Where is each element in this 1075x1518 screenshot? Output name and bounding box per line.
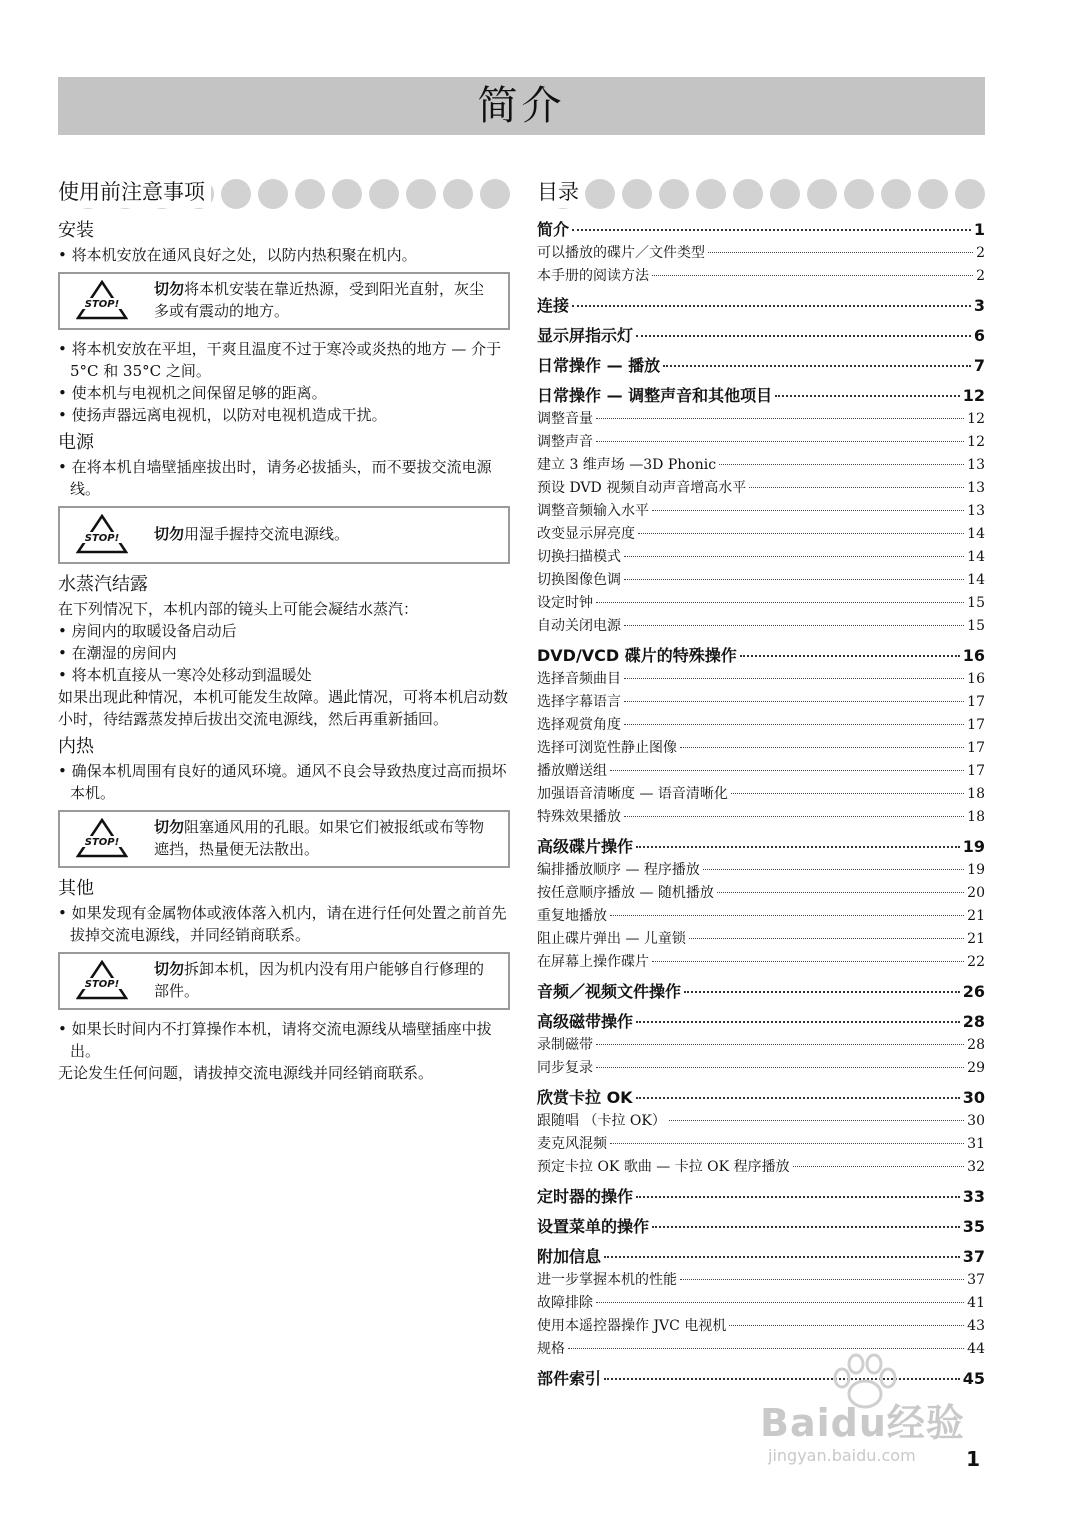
toc-section-entry — [537, 980, 985, 1004]
watermark-url: jingyan.baidu.com — [768, 1446, 916, 1465]
toc-entry-page: 37 — [967, 1272, 985, 1288]
toc-entry-page: 3 — [973, 296, 985, 315]
condensation-title: 水蒸汽结露 — [58, 574, 148, 595]
toc-entry-page: 16 — [967, 671, 985, 687]
warning-box-other — [58, 952, 510, 1010]
toc-entry-page: 14 — [967, 549, 985, 565]
toc-entry — [537, 569, 985, 592]
toc-entry-page: 13 — [967, 503, 985, 519]
toc-entry — [537, 859, 985, 882]
toc-entry-label: 选择字幕语言 — [537, 694, 621, 710]
toc-leader-dots — [652, 510, 964, 511]
heat-title: 内热 — [58, 736, 94, 757]
toc-entry — [537, 1133, 985, 1156]
toc-section-entry — [537, 835, 985, 859]
toc-section-entry — [537, 1010, 985, 1034]
toc-entry-page: 17 — [967, 694, 985, 710]
toc-entry-page: 15 — [967, 595, 985, 611]
toc-leader-dots — [624, 556, 964, 557]
toc-leader-dots — [749, 487, 964, 488]
toc-entry-page: 30 — [962, 1088, 985, 1107]
toc-leader-dots — [652, 961, 964, 962]
toc-entry-label: 播放赠送组 — [537, 763, 607, 779]
toc-entry-page: 17 — [967, 763, 985, 779]
toc-entry-label: 规格 — [537, 1341, 565, 1357]
svg-text:STOP!: STOP! — [84, 299, 120, 310]
toc-entry-page: 13 — [967, 480, 985, 496]
toc-leader-dots — [568, 1348, 964, 1349]
toc-entry-label: 在屏幕上操作碟片 — [537, 954, 649, 970]
toc-entry-label: 自动关闭电源 — [537, 618, 621, 634]
toc-leader-dots — [572, 305, 971, 307]
toc-entry-page: 19 — [967, 862, 985, 878]
precautions-column — [58, 176, 510, 1084]
other-outro: 无论发生任何问题，请拔掉交流电源线并同经销商联系。 — [58, 1064, 434, 1082]
warning-text-install: 切勿将本机安装在靠近热源，受到阳光直射，灰尘多或有震动的地方。 — [154, 280, 485, 320]
toc-entry — [537, 1269, 985, 1292]
toc-entry-page: 26 — [962, 982, 985, 1001]
toc-entry — [537, 431, 985, 454]
toc-entry-label: 音频／视频文件操作 — [537, 982, 682, 1001]
toc-entry-page: 45 — [962, 1369, 985, 1388]
toc-entry-label: 选择音频曲目 — [537, 671, 621, 687]
toc-entry — [537, 1110, 985, 1133]
toc-entry — [537, 714, 985, 737]
toc-entry — [537, 737, 985, 760]
toc-entry-page: 19 — [962, 837, 985, 856]
toc-entry-page: 28 — [962, 1012, 985, 1031]
toc-entry — [537, 615, 985, 638]
toc-entry — [537, 265, 985, 288]
toc-entry-label: 调整音频输入水平 — [537, 503, 649, 519]
toc-leader-dots — [610, 1143, 964, 1144]
toc-leader-dots — [731, 793, 964, 794]
toc-leader-dots — [638, 533, 964, 534]
toc-entry-label: 特殊效果播放 — [537, 809, 621, 825]
precautions-heading: 使用前注意事项 — [58, 176, 211, 208]
toc-entry-page: 2 — [976, 245, 985, 261]
toc-entry-label: 高级碟片操作 — [537, 837, 634, 856]
toc-entry-page: 44 — [967, 1341, 985, 1357]
toc-entry-page: 12 — [962, 386, 985, 405]
toc-leader-dots — [652, 275, 973, 276]
toc-entry-label: DVD/VCD 碟片的特殊操作 — [537, 646, 737, 665]
toc-entry-label: 显示屏指示灯 — [537, 326, 634, 345]
toc-entry — [537, 1156, 985, 1179]
toc-entry — [537, 408, 985, 431]
toc-leader-dots — [708, 252, 973, 253]
toc-entry-label: 进一步掌握本机的性能 — [537, 1272, 677, 1288]
stop-warning-icon — [76, 960, 128, 1002]
toc-entry-label: 设定时钟 — [537, 595, 593, 611]
toc-section-entry — [537, 1367, 985, 1391]
toc-entry — [537, 951, 985, 974]
toc-entry-label: 选择观赏角度 — [537, 717, 621, 733]
toc-entry-page: 31 — [967, 1136, 985, 1152]
toc-entry-label: 预定卡拉 OK 歌曲 — 卡拉 OK 程序播放 — [537, 1159, 790, 1175]
toc-leader-dots — [624, 678, 964, 679]
toc-leader-dots — [740, 655, 960, 657]
toc-entry-page: 29 — [967, 1060, 985, 1076]
toc-leader-dots — [680, 1279, 964, 1280]
toc-leader-dots — [624, 724, 964, 725]
toc-leader-dots — [624, 579, 964, 580]
toc-entry-label: 高级磁带操作 — [537, 1012, 634, 1031]
condensation-bullet-2: • 在潮湿的房间内 — [58, 644, 177, 662]
toc-leader-dots — [624, 625, 964, 626]
toc-entry-page: 21 — [967, 908, 985, 924]
condensation-outro: 如果出现此种情况，本机可能发生故障。遇此情况，可将本机启动数小时，待结露蒸发掉后拔出交流电源线，然后再重新插回。 — [58, 688, 509, 728]
toc-section-entry — [537, 644, 985, 668]
toc-entry-label: 连接 — [537, 296, 570, 315]
toc-entry-page: 7 — [973, 356, 985, 375]
install-title: 安装 — [58, 220, 94, 241]
toc-entry-label: 编排播放顺序 — 程序播放 — [537, 862, 700, 878]
condensation-intro: 在下列情况下，本机内部的镜头上可能会凝结水蒸汽： — [58, 600, 419, 618]
toc-leader-dots — [636, 1097, 960, 1099]
toc-entry — [537, 1315, 985, 1338]
toc-entry-page: 32 — [967, 1159, 985, 1175]
toc-entry-page: 35 — [962, 1217, 985, 1236]
toc-entry-label: 调整声音 — [537, 434, 593, 450]
power-title: 电源 — [58, 432, 94, 453]
toc-entry-page: 14 — [967, 526, 985, 542]
toc-entry — [537, 691, 985, 714]
toc-entry-label: 调整音量 — [537, 411, 593, 427]
toc-section-entry — [537, 324, 985, 348]
toc-heading-bar — [537, 176, 985, 212]
toc-leader-dots — [663, 365, 971, 367]
toc-entry — [537, 783, 985, 806]
toc-leader-dots — [596, 1044, 964, 1045]
toc-entry-page: 18 — [967, 786, 985, 802]
toc-leader-dots — [636, 1021, 960, 1023]
toc-entry — [537, 500, 985, 523]
toc-entry-label: 麦克风混频 — [537, 1136, 607, 1152]
warning-text-heat: 切勿阻塞通风用的孔眼。如果它们被报纸或布等物遮挡，热量便无法散出。 — [154, 818, 485, 858]
toc-entry-label: 部件索引 — [537, 1369, 602, 1388]
toc-entry-label: 本手册的阅读方法 — [537, 268, 649, 284]
toc-section-entry — [537, 218, 985, 242]
toc-entry-page: 18 — [967, 809, 985, 825]
toc-leader-dots — [624, 701, 964, 702]
toc-leader-dots — [717, 892, 964, 893]
toc-entry-page: 33 — [962, 1187, 985, 1206]
toc-section-entry — [537, 294, 985, 318]
precautions-heading-bar — [58, 176, 510, 212]
toc-entry-label: 切换图像色调 — [537, 572, 621, 588]
toc-entry-label: 重复地播放 — [537, 908, 607, 924]
toc-entry — [537, 905, 985, 928]
toc-leader-dots — [572, 229, 971, 231]
toc-leader-dots — [636, 846, 960, 848]
toc-entry-label: 定时器的操作 — [537, 1187, 634, 1206]
toc-entry-label: 可以播放的碟片／文件类型 — [537, 245, 705, 261]
toc-entry-page: 28 — [967, 1037, 985, 1053]
toc-entry-page: 16 — [962, 646, 985, 665]
toc-entry — [537, 1338, 985, 1361]
power-bullet-1: • 在将本机自墙壁插座拔出时，请务必拔插头，而不要拔交流电源线。 — [58, 458, 492, 498]
warning-box-install — [58, 272, 510, 330]
toc-entry-page: 13 — [967, 457, 985, 473]
toc-entry — [537, 882, 985, 905]
toc-entry — [537, 806, 985, 829]
toc-leader-dots — [680, 747, 964, 748]
toc-leader-dots — [652, 1226, 960, 1228]
toc-list — [537, 218, 985, 1391]
toc-entry-label: 改变显示屏亮度 — [537, 526, 635, 542]
toc-leader-dots — [729, 1325, 964, 1326]
toc-entry-label: 阻止碟片弹出 — 儿童锁 — [537, 931, 686, 947]
baidu-watermark — [760, 1392, 1010, 1482]
toc-entry-page: 12 — [967, 411, 985, 427]
toc-entry-label: 录制磁带 — [537, 1037, 593, 1053]
toc-section-entry — [537, 1215, 985, 1239]
toc-leader-dots — [596, 1302, 964, 1303]
toc-entry-label: 选择可浏览性静止图像 — [537, 740, 677, 756]
toc-entry — [537, 523, 985, 546]
other-title: 其他 — [58, 878, 94, 899]
toc-entry-label: 简介 — [537, 220, 570, 239]
warning-box-power — [58, 506, 510, 564]
toc-entry-page: 22 — [967, 954, 985, 970]
toc-entry-label: 欣赏卡拉 OK — [537, 1088, 633, 1107]
toc-leader-dots — [669, 1120, 964, 1121]
stop-warning-icon — [76, 818, 128, 860]
toc-entry — [537, 592, 985, 615]
toc-leader-dots — [596, 441, 964, 442]
install-bullet-2: • 将本机安放在平坦，干爽且温度不过于寒冷或炎热的地方 — 介于 5°C 和 35°C 之间。 — [58, 340, 502, 380]
toc-leader-dots — [719, 464, 964, 465]
toc-entry-label: 日常操作 — 调整声音和其他项目 — [537, 386, 773, 405]
toc-entry-label: 加强语音清晰度 — 语音清晰化 — [537, 786, 728, 802]
heading-dots — [537, 179, 985, 209]
svg-text:STOP!: STOP! — [84, 533, 120, 544]
toc-leader-dots — [689, 938, 964, 939]
page-number: 1 — [966, 1447, 980, 1471]
condensation-bullet-3: • 将本机直接从一寒冷处移动到温暖处 — [58, 666, 312, 684]
toc-entry-label: 按任意顺序播放 — 随机播放 — [537, 885, 714, 901]
toc-entry-page: 37 — [962, 1247, 985, 1266]
warning-text-power: 切勿用湿手握持交流电源线。 — [154, 525, 350, 543]
warning-box-heat — [58, 810, 510, 868]
toc-section-entry — [537, 384, 985, 408]
toc-entry-page: 17 — [967, 717, 985, 733]
toc-entry-page: 6 — [973, 326, 985, 345]
svg-text:STOP!: STOP! — [84, 837, 120, 848]
other-bullet-2: • 如果长时间内不打算操作本机，请将交流电源线从墙壁插座中拔出。 — [58, 1020, 492, 1060]
toc-entry — [537, 928, 985, 951]
stop-warning-icon — [76, 514, 128, 556]
stop-warning-icon — [76, 280, 128, 322]
toc-entry-page: 21 — [967, 931, 985, 947]
toc-entry — [537, 760, 985, 783]
toc-entry-label: 设置菜单的操作 — [537, 1217, 650, 1236]
watermark-brand: Baidu经验 — [760, 1401, 965, 1445]
install-bullet-4: • 使扬声器远离电视机，以防对电视机造成干扰。 — [58, 406, 387, 424]
toc-section-entry — [537, 354, 985, 378]
toc-entry — [537, 454, 985, 477]
toc-section-entry — [537, 1185, 985, 1209]
toc-entry-label: 预设 DVD 视频自动声音增高水平 — [537, 480, 747, 496]
toc-leader-dots — [684, 991, 960, 993]
other-bullet-1: • 如果发现有金属物体或液体落入机内，请在进行任何处置之前首先拔掉交流电源线，并同经销商联系。 — [58, 904, 507, 944]
toc-entry — [537, 1034, 985, 1057]
toc-leader-dots — [636, 335, 971, 337]
install-bullet-1: • 将本机安放在通风良好之处，以防内热积聚在机内。 — [58, 246, 417, 264]
toc-leader-dots — [596, 418, 964, 419]
toc-section-entry — [537, 1245, 985, 1269]
toc-leader-dots — [636, 1196, 960, 1198]
toc-leader-dots — [610, 915, 964, 916]
toc-leader-dots — [624, 816, 964, 817]
install-bullet-3: • 使本机与电视机之间保留足够的距离。 — [58, 384, 327, 402]
toc-entry-page: 14 — [967, 572, 985, 588]
toc-entry-label: 建立 3 维声场 —3D Phonic — [537, 457, 717, 473]
toc-entry-page: 17 — [967, 740, 985, 756]
toc-leader-dots — [703, 869, 964, 870]
toc-entry — [537, 242, 985, 265]
toc-leader-dots — [610, 770, 964, 771]
toc-entry-page: 30 — [967, 1113, 985, 1129]
toc-leader-dots — [793, 1166, 965, 1167]
heat-bullet-1: • 确保本机周围有良好的通风环境。通风不良会导致热度过高而损坏本机。 — [58, 762, 507, 802]
toc-entry — [537, 668, 985, 691]
toc-entry-page: 41 — [967, 1295, 985, 1311]
toc-entry-page: 20 — [967, 885, 985, 901]
toc-entry — [537, 477, 985, 500]
warning-text-other: 切勿拆卸本机，因为机内没有用户能够自行修理的部件。 — [154, 960, 485, 1000]
toc-entry-label: 故障排除 — [537, 1295, 593, 1311]
toc-entry-label: 使用本遥控器操作 JVC 电视机 — [537, 1318, 727, 1334]
toc-entry-label: 切换扫描模式 — [537, 549, 621, 565]
toc-entry-page: 12 — [967, 434, 985, 450]
toc-entry — [537, 1292, 985, 1315]
toc-entry-label: 附加信息 — [537, 1247, 602, 1266]
toc-entry-page: 15 — [967, 618, 985, 634]
toc-column — [537, 176, 985, 1391]
toc-entry — [537, 1057, 985, 1080]
toc-entry-label: 同步复录 — [537, 1060, 593, 1076]
toc-leader-dots — [775, 395, 960, 397]
svg-text:STOP!: STOP! — [84, 979, 120, 990]
toc-leader-dots — [604, 1256, 960, 1258]
toc-entry-label: 日常操作 — 播放 — [537, 356, 661, 375]
toc-section-entry — [537, 1086, 985, 1110]
toc-heading: 目录 — [537, 176, 585, 208]
toc-entry — [537, 546, 985, 569]
page-title: 简介 — [58, 77, 985, 135]
toc-entry-label: 跟随唱 （卡拉 OK） — [537, 1113, 666, 1129]
toc-leader-dots — [596, 1067, 964, 1068]
toc-entry-page: 2 — [976, 268, 985, 284]
toc-entry-page: 1 — [973, 220, 985, 239]
toc-entry-page: 43 — [967, 1318, 985, 1334]
condensation-bullet-1: • 房间内的取暖设备启动后 — [58, 622, 237, 640]
toc-leader-dots — [596, 602, 964, 603]
